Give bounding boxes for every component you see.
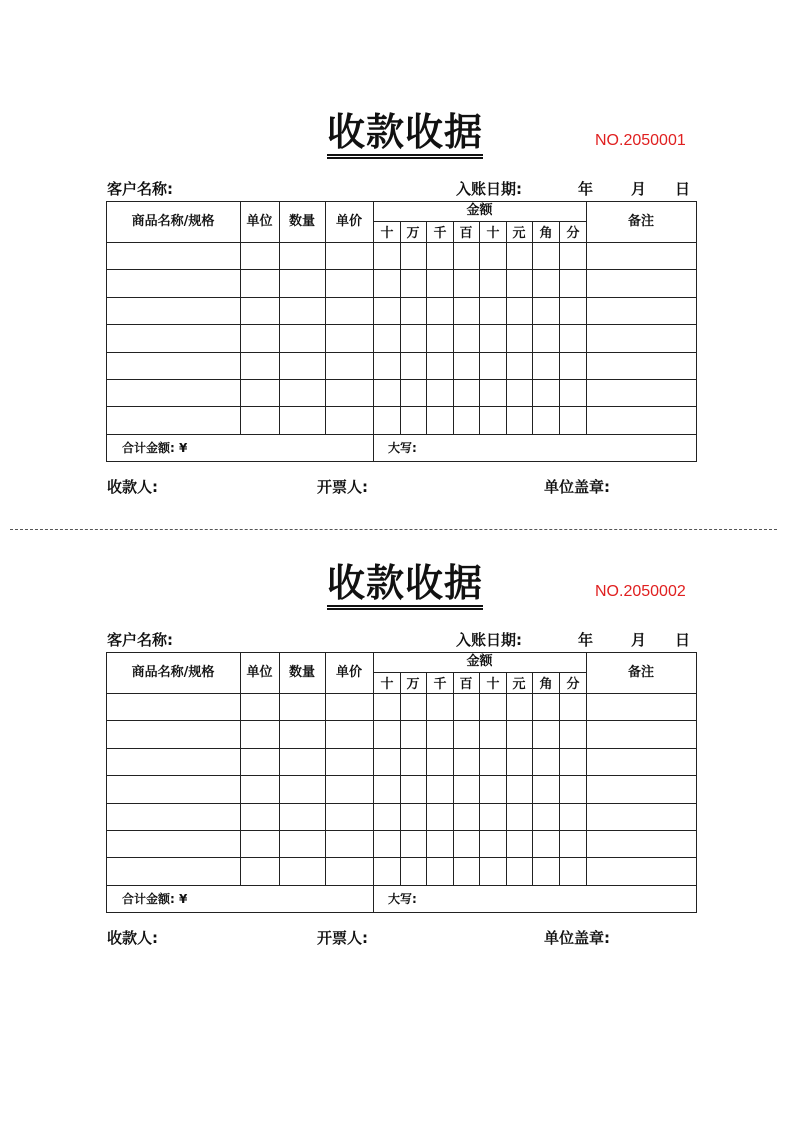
total-amount-label: 合计金额: ¥	[122, 441, 188, 455]
header-product: 商品名称/规格	[131, 665, 215, 680]
capital-amount-label: 大写:	[388, 892, 417, 906]
date-day-label: 日	[675, 631, 691, 649]
header-product: 商品名称/规格	[131, 214, 215, 229]
digit-bai: 百	[459, 226, 473, 241]
receipt-title-text: 收款收据	[327, 561, 483, 610]
digit-jiao: 角	[539, 226, 553, 241]
header-amount: 金额	[466, 203, 493, 218]
total-amount-label: 合计金额: ¥	[122, 892, 188, 906]
date-year-label: 年	[578, 631, 594, 649]
date-month-label: 月	[631, 180, 647, 198]
receipt-title-text: 收款收据	[327, 110, 483, 159]
header-remark: 备注	[627, 214, 654, 229]
customer-name-label: 客户名称:	[107, 631, 173, 649]
issuer-label: 开票人:	[317, 478, 368, 496]
entry-date-label: 入账日期:	[456, 631, 522, 649]
header-remark: 备注	[627, 665, 654, 680]
date-day-label: 日	[675, 180, 691, 198]
header-unit: 单位	[246, 214, 273, 229]
header-quantity: 数量	[288, 665, 315, 680]
receipt-1	[0, 0, 800, 496]
date-month-label: 月	[631, 631, 647, 649]
header-unit: 单位	[246, 665, 273, 680]
receipt-number: NO.2050002	[595, 583, 686, 600]
digit-fen: 分	[566, 677, 580, 692]
header-price: 单价	[335, 214, 362, 229]
capital-amount-label: 大写:	[388, 441, 417, 455]
header-price: 单价	[335, 665, 362, 680]
stamp-label: 单位盖章:	[544, 478, 610, 496]
digit-bai: 百	[459, 677, 473, 692]
digit-jiao: 角	[539, 677, 553, 692]
digit-wan: 万	[406, 677, 420, 692]
header-quantity: 数量	[288, 214, 315, 229]
receipt-2	[0, 451, 800, 947]
digit-wan: 万	[406, 226, 420, 241]
receipt-table	[106, 201, 696, 461]
header-amount: 金额	[466, 654, 493, 669]
digit-qian: 千	[433, 677, 447, 692]
receipt-number: NO.2050001	[595, 132, 686, 149]
entry-date-label: 入账日期:	[456, 180, 522, 198]
digit-shi: 十	[486, 226, 500, 241]
digit-yuan: 元	[512, 677, 526, 692]
date-year-label: 年	[578, 180, 594, 198]
customer-name-label: 客户名称:	[107, 180, 173, 198]
payee-label: 收款人:	[107, 929, 158, 947]
receipt-table	[106, 652, 696, 912]
digit-ten-wan: 十	[380, 677, 394, 692]
payee-label: 收款人:	[107, 478, 158, 496]
digit-shi: 十	[486, 677, 500, 692]
digit-yuan: 元	[512, 226, 526, 241]
digit-qian: 千	[433, 226, 447, 241]
digit-ten-wan: 十	[380, 226, 394, 241]
digit-fen: 分	[566, 226, 580, 241]
stamp-label: 单位盖章:	[544, 929, 610, 947]
issuer-label: 开票人:	[317, 929, 368, 947]
